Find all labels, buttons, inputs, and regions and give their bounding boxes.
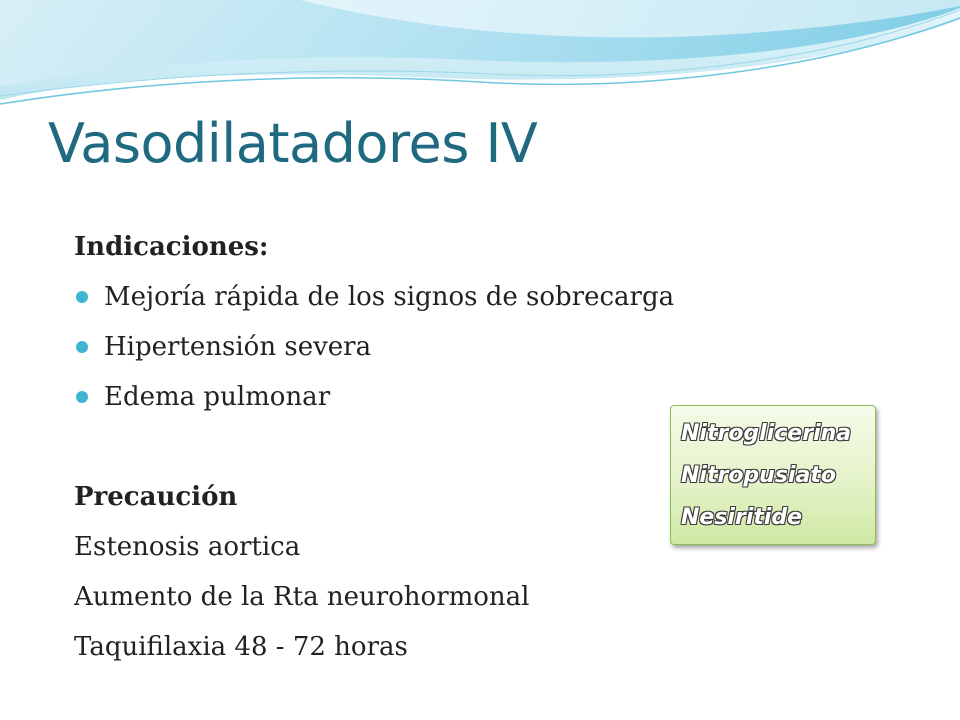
precaution-item: Taquifilaxia 48 - 72 horas: [74, 632, 408, 662]
indications-heading: Indicaciones:: [74, 232, 269, 262]
slide-body: [74, 222, 774, 672]
precaution-item: Estenosis aortica: [74, 532, 301, 562]
bullet-text: Edema pulmonar: [104, 382, 331, 412]
header-wave-decoration: [0, 0, 960, 120]
bullet-item: [74, 322, 774, 372]
precaution-item: Aumento de la Rta neurohormonal: [74, 582, 530, 612]
drug-item: Nitropusiato: [681, 463, 836, 488]
precautions-heading: Precaución: [74, 482, 238, 512]
spacer: [74, 422, 774, 472]
bullet-dot-icon: [76, 391, 88, 403]
bullet-text: Mejoría rápida de los signos de sobrecarga: [104, 282, 675, 312]
bullet-dot-icon: [76, 341, 88, 353]
drug-item: Nitroglicerina: [681, 421, 852, 446]
bullet-item: [74, 272, 774, 322]
slide-title: Vasodilatadores IV: [48, 112, 538, 175]
bullet-text: Hipertensión severa: [104, 332, 372, 362]
bullet-item: [74, 372, 774, 422]
bullet-dot-icon: [76, 291, 88, 303]
drug-item: Nesiritide: [681, 505, 803, 530]
drug-callout-box: [670, 405, 876, 545]
